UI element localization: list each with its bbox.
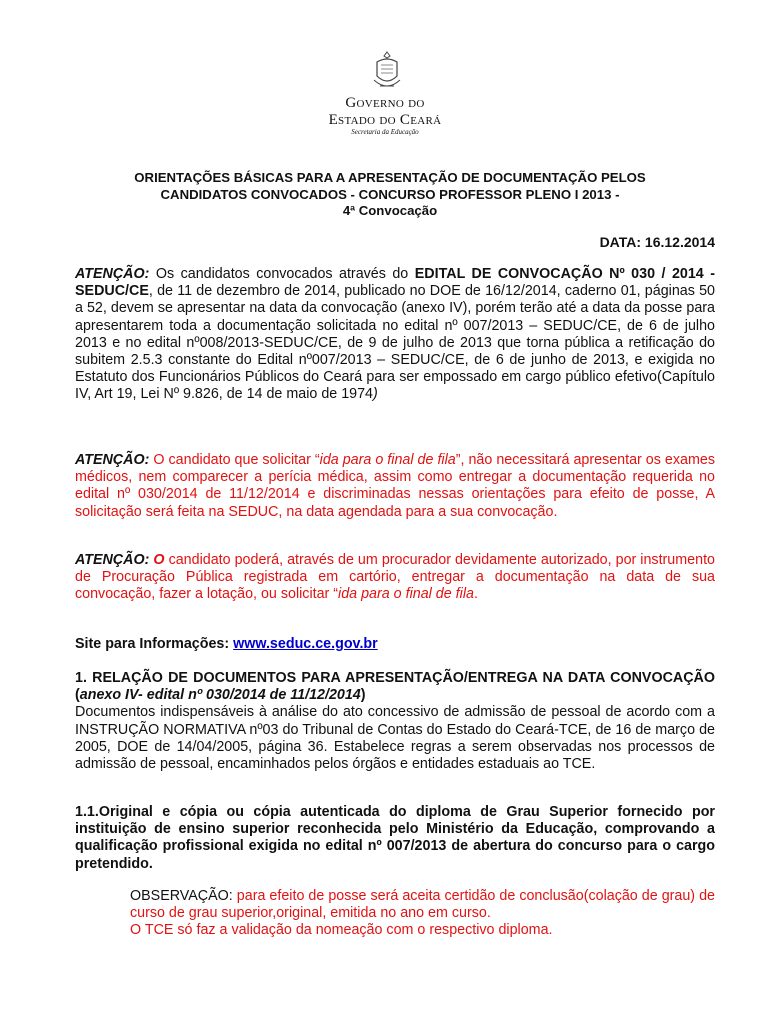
state-coat-of-arms-logo <box>372 50 402 94</box>
attention-paragraph-1: ATENÇÃO: Os candidatos convocados através do EDITAL DE CONVOCAÇÃO Nº 030 / 2014 - SEDUC/CE, de 11 de dezembro de 2014, publicado no DOE de 16/12/2014, caderno 01, páginas 50 a 52, devem se apresentar na data da convocação (anexo IV), porém terão até a data da posse para apresentarem toda a documentação solicitada no edital nº 007/2013 – SEDUC/CE, de 6 de julho 2013 e no edital nº008/2013-SEDUC/CE, de 9 de julho de 2013 que torna pública a retificação do subitem 2.5.3 constante do Edital nº007/2013 – SEDUC/CE, de 6 de junho de 2013, e exigida no Estatuto dos Funcionários Públicos do Ceará para ser empossado em cargo público efetivo(Capítulo IV, Art 19, Lei Nº 9.826, de 14 de maio de 1974) <box>75 266 715 403</box>
section-1-1: 1.1.Original e cópia ou cópia autenticada do diploma de Grau Superior fornecido por instituição de ensino superior reconhecida pelo Ministério da Educação, comprovando a qualificação profissional exigida no edital nº 007/2013 de abertura do concurso para o cargo pretendido. <box>75 804 715 872</box>
attention-label: ATENÇÃO: <box>75 266 150 282</box>
government-line-2: Estado do Ceará <box>328 112 442 128</box>
site-label: Site para Informações: <box>75 636 230 652</box>
observation: OBSERVAÇÃO: para efeito de posse será aceita certidão de conclusão(colação de grau) de curso de grau superior,original, emitida no ano em curso. O TCE só faz a validação da nomeação com o respectivo diploma. <box>130 888 715 939</box>
document-date: DATA: 16.12.2014 <box>599 234 715 250</box>
document-title <box>90 170 690 220</box>
attention-label: ATENÇÃO: <box>75 552 150 568</box>
attention-paragraph-3: ATENÇÃO: O candidato poderá, através de um procurador devidamente autorizado, por instrumento de Procuração Pública registrada em cartório, entregar a documentação na data de sua convocação, fazer a lotação, ou solicitar “ida para o final de fila. <box>75 552 715 603</box>
title-line-3: 4ª Convocação <box>342 203 438 218</box>
site-link[interactable]: www.seduc.ce.gov.br <box>233 636 378 652</box>
government-name <box>300 95 470 129</box>
observation-label: OBSERVAÇÃO: <box>130 888 233 904</box>
government-line-1: Governo do <box>345 95 425 111</box>
secretariat-name: Secretaria da Educação <box>351 128 419 136</box>
site-info <box>75 636 715 653</box>
title-line-1: ORIENTAÇÕES BÁSICAS PARA A APRESENTAÇÃO DE DOCUMENTAÇÃO PELOS <box>134 170 646 185</box>
section-1-body: Documentos indispensáveis à análise do ato concessivo de admissão de pessoal de acordo com a INSTRUÇÃO NORMATIVA nº03 do Tribunal de Contas do Estado do Ceará-TCE, de 16 de março de 2005, DOE de 14/04/2005, página 36. Estabelece regras a serem observadas nos processos de admissão de pessoal, encaminhados pelos órgãos e entidades estaduais ao TCE. <box>75 704 715 773</box>
section-1 <box>75 670 715 773</box>
observation-note: O TCE só faz a validação da nomeação com o respectivo diploma. <box>130 922 553 939</box>
section-1-heading: 1. RELAÇÃO DE DOCUMENTOS PARA APRESENTAÇÃO/ENTREGA NA DATA CONVOCAÇÃO (anexo IV- edital nº 030/2014 de 11/12/2014) <box>75 670 715 704</box>
attention-paragraph-2: ATENÇÃO: O candidato que solicitar “ida para o final de fila”, não necessitará apresentar os exames médicos, nem comparecer a perícia médica, assim como entregar a documentação requerida no edital nº 030/2014 de 11/12/2014 e discriminadas nessas orientações para efeito de posse, A solicitação será feita na SEDUC, na data agendada para a sua convocação. <box>75 452 715 520</box>
title-line-2: CANDIDATOS CONVOCADOS - CONCURSO PROFESSOR PLENO I 2013 - <box>160 186 620 202</box>
attention-label: ATENÇÃO: <box>75 452 150 468</box>
